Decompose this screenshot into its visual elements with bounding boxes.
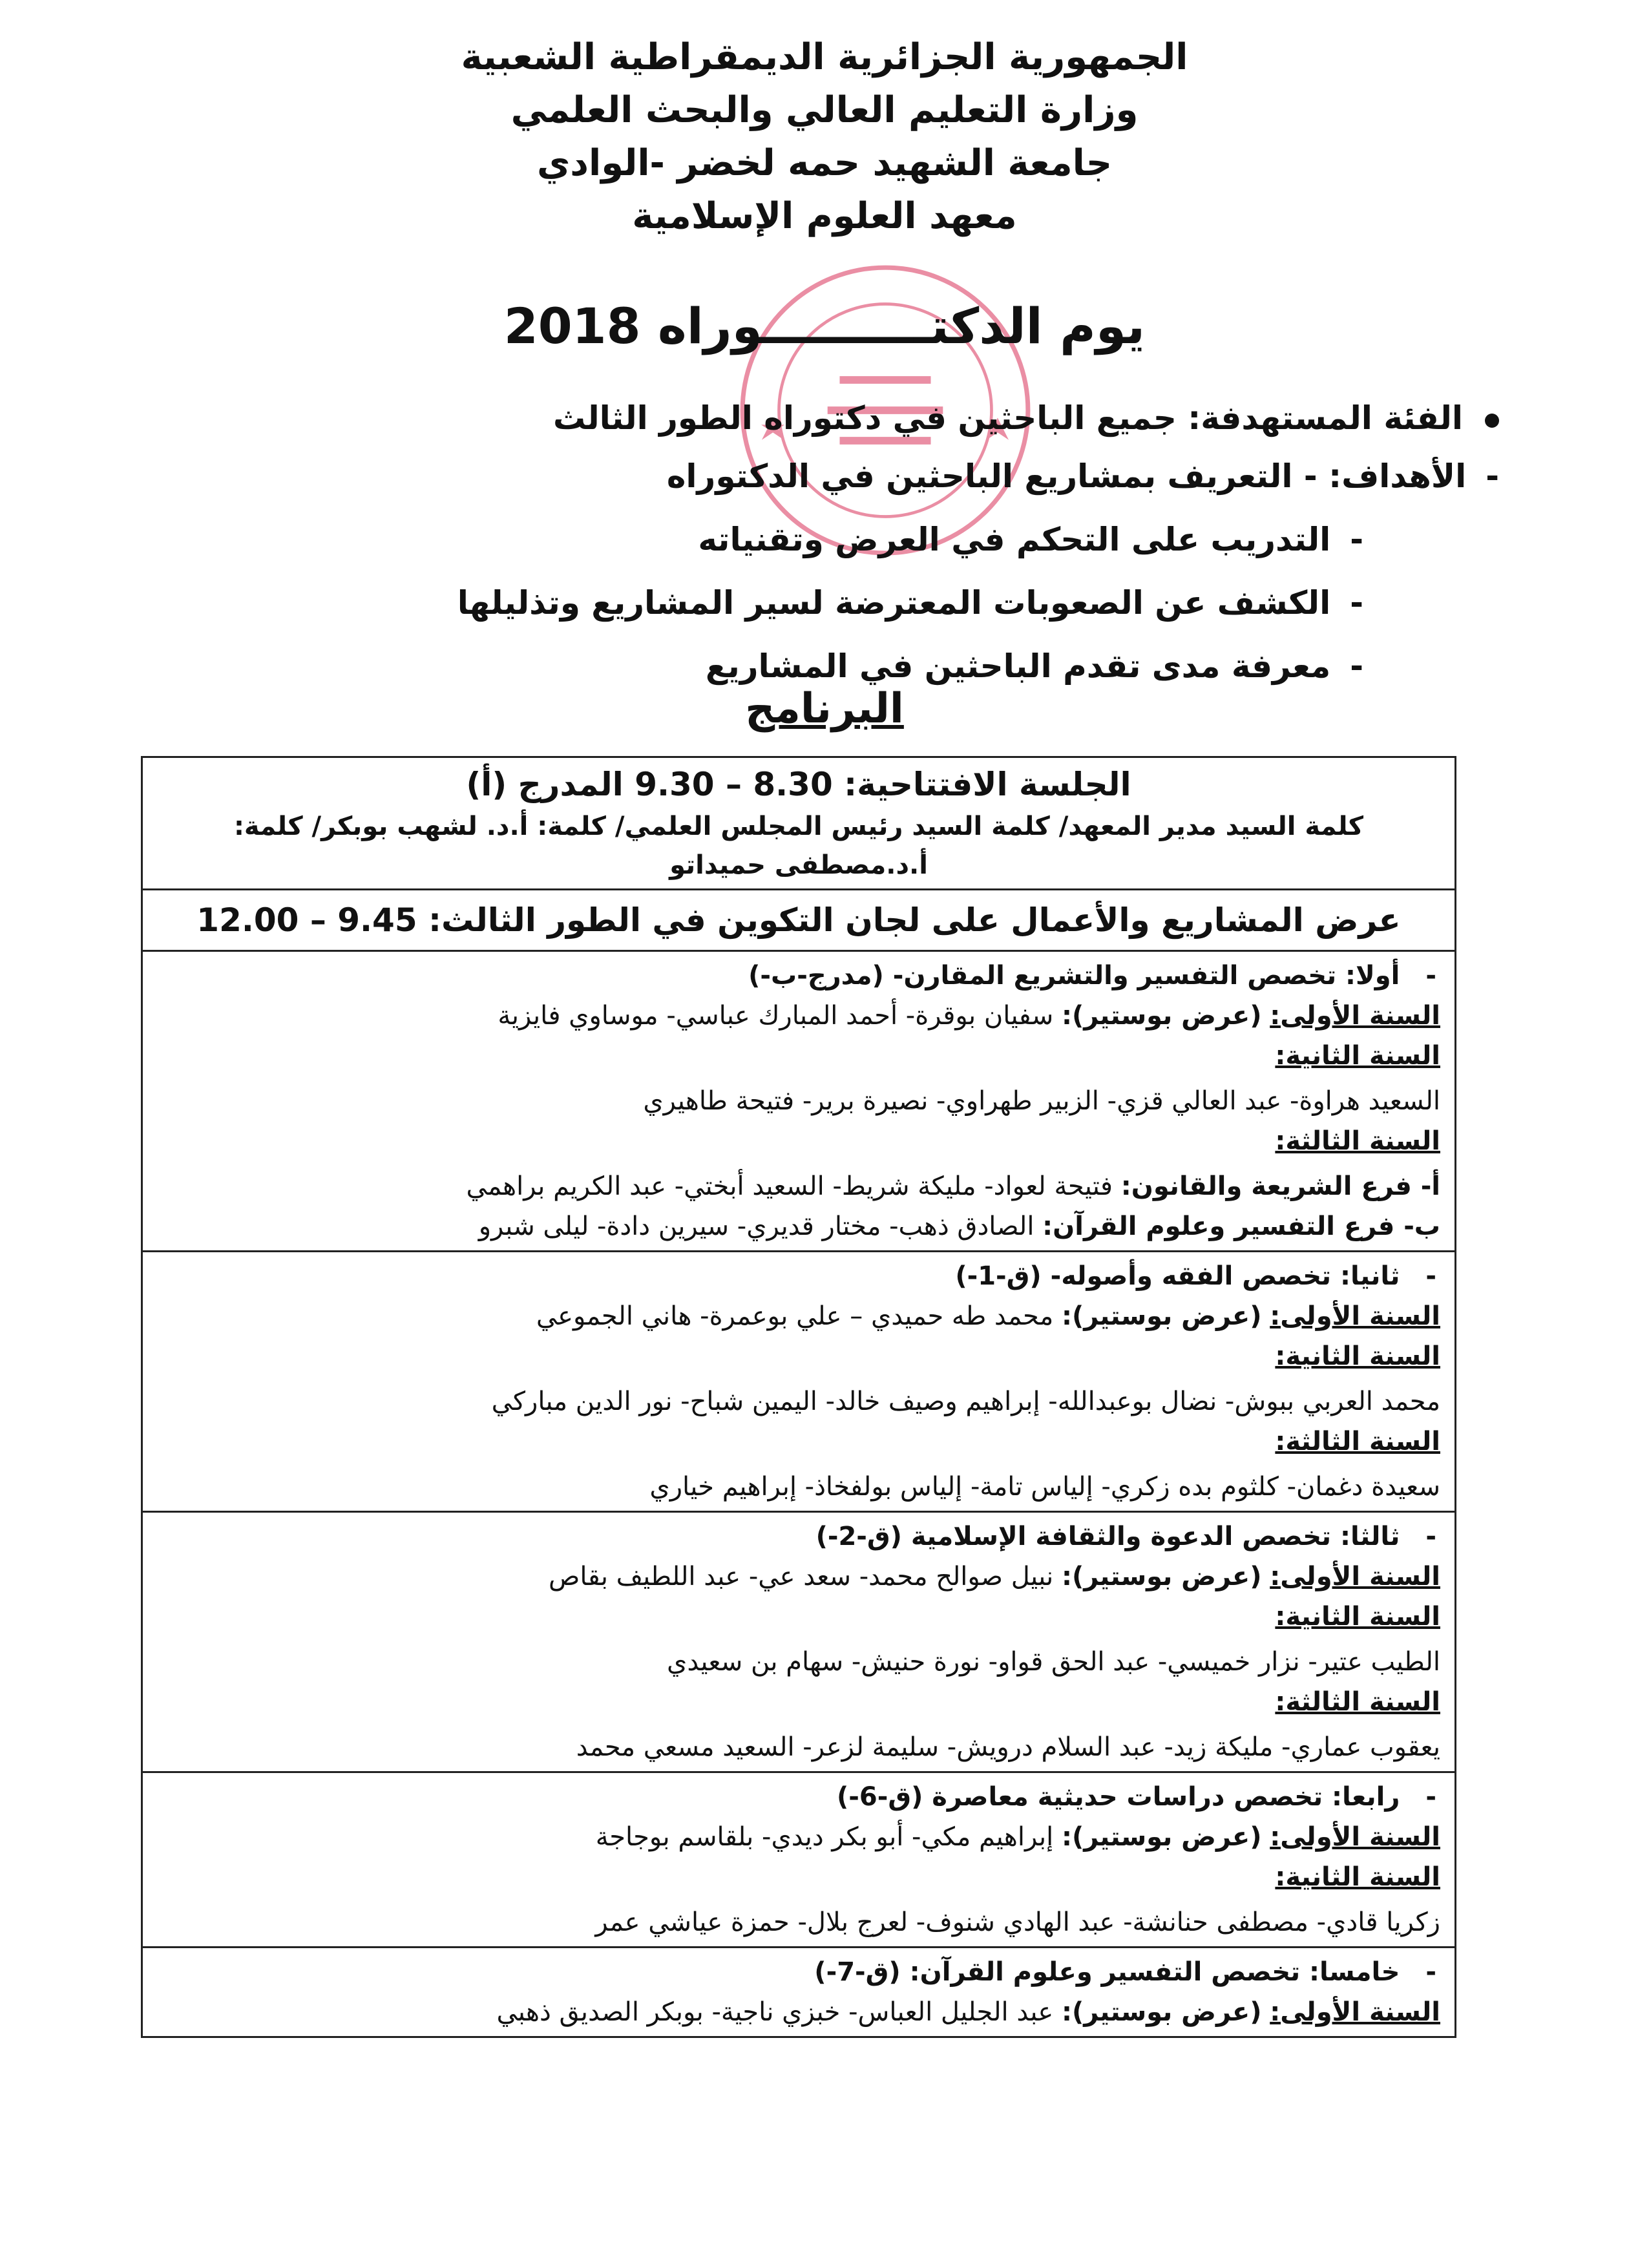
- first-year-row: السنة الأولى: (عرض بوستير): إبراهيم مكي- أبو بكر ديدي- بلقاسم بوجاجة: [595, 1822, 1440, 1852]
- second-year-label: السنة الثانية:: [1275, 1341, 1440, 1371]
- display-session-cell: [143, 890, 1455, 952]
- goal-3: الكشف عن الصعوبات المعترضة لسير المشاريع وتذليلها: [457, 584, 1331, 622]
- second-year-names: الطيب عتير- نزار خميسي- عبد الحق قواو- نورة حنيش- سهام بن سعيدي: [667, 1647, 1440, 1677]
- third-year-label: السنة الثالثة:: [1275, 1126, 1440, 1156]
- dash-marker: -: [1350, 584, 1363, 622]
- section-title: -ثانيا: تخصص الفقه وأصوله- (ق-1-): [955, 1261, 1436, 1291]
- third-year-names: يعقوب عماري- مليكة زيد- عبد السلام درويش- سليمة لزعر- السعيد مسعي محمد: [576, 1732, 1440, 1762]
- section-4-cell: [143, 1773, 1455, 1948]
- goal-1: - التعريف بمشاريع الباحثين في الدكتوراه: [666, 457, 1318, 495]
- section-2-cell: [143, 1252, 1455, 1513]
- dash-marker: -: [1486, 457, 1499, 495]
- section-3-cell: [143, 1513, 1455, 1773]
- section-1-cell: [143, 952, 1455, 1252]
- second-year-names: محمد العربي ببوش- نضال بوعبدالله- إبراهيم وصيف خالد- اليمين شباح- نور الدين مباركي: [491, 1387, 1440, 1416]
- first-year-row: السنة الأولى: (عرض بوستير): نبيل صوالح محمد- سعد عي- عبد اللطيف بقاص: [549, 1562, 1440, 1591]
- section-title: -أولا: تخصص التفسير والتشريع المقارن- (مدرج-ب-): [748, 961, 1436, 991]
- opening-session-title: الجلسة الافتتاحية: 8.30 – 9.30 المدرج (أ): [466, 766, 1131, 803]
- dash-marker: -: [1350, 521, 1363, 558]
- header-institute: معهد العلوم الإسلامية: [632, 195, 1017, 237]
- goal-2: التدريب على التحكم في العرض وتقنياته: [698, 521, 1331, 558]
- goals-label: الأهداف:: [1329, 457, 1467, 495]
- second-year-names: السعيد هراوة- عبد العالي قزي- الزبير طهراوي- نصيرة برير- فتيحة طاهيري: [643, 1086, 1440, 1116]
- target-audience: [553, 399, 1499, 437]
- bullet-icon: [1485, 414, 1499, 428]
- third-year-names: سعيدة دغمان- كلثوم بده زكري- إلياس تامة- إلياس بولفخاذ- إبراهيم خياري: [649, 1472, 1440, 1502]
- header-university: جامعة الشهيد حمه لخضر -الوادي: [536, 142, 1113, 184]
- first-year-row: السنة الأولى: (عرض بوستير): عبد الجليل العباس- خبزي ناجية- بوبكر الصديق ذهبي: [496, 1997, 1440, 2027]
- opening-speakers: كلمة السيد مدير المعهد/ كلمة السيد رئيس المجلس العلمي/ كلمة: أ.د. لشهب بوبكر/ كلمة: أ.د.مصطفى حميداتو: [233, 812, 1364, 880]
- branch-a-row: أ- فرع الشريعة والقانون: فتيحة لعواد- مليكة شريط- السعيد أبختي- عبد الكريم براهمي: [466, 1171, 1440, 1201]
- second-year-label: السنة الثانية:: [1275, 1041, 1440, 1071]
- goal-4: معرفة مدى تقدم الباحثين في المشاريع: [705, 647, 1331, 685]
- goal-4-row: [706, 647, 1363, 685]
- page-title: يوم الدكتــــــــــوراه 2018: [503, 297, 1146, 355]
- second-year-label: السنة الثانية:: [1275, 1602, 1440, 1632]
- dash-marker: -: [1350, 647, 1363, 685]
- section-title: -ثالثا: تخصص الدعوة والثقافة الإسلامية (ق-2-): [815, 1522, 1436, 1551]
- header-country: الجمهورية الجزائرية الديمقراطية الشعبية: [461, 36, 1188, 78]
- opening-session-cell: [143, 758, 1455, 890]
- section-title: -رابعا: تخصص دراسات حديثية معاصرة (ق-6-): [837, 1782, 1436, 1812]
- third-year-label: السنة الثالثة:: [1275, 1427, 1440, 1456]
- section-5-cell: [143, 1948, 1455, 2036]
- section-title: -خامسا: تخصص التفسير وعلوم القرآن: (ق-7-): [814, 1957, 1436, 1987]
- goal-2-row: [698, 521, 1363, 558]
- display-session-title: عرض المشاريع والأعمال على لجان التكوين في الطور الثالث: 9.45 – 12.00: [196, 901, 1401, 939]
- third-year-label: السنة الثالثة:: [1275, 1687, 1440, 1717]
- branch-b-row: ب- فرع التفسير وعلوم القرآن: الصادق ذهب- مختار قديري- سيرين دادة- ليلى شبرو: [478, 1212, 1440, 1241]
- goal-3-row: [457, 584, 1363, 622]
- target-value: جميع الباحثين في دكتوراه الطور الثالث: [552, 399, 1177, 437]
- program-title: البرنامج: [745, 685, 904, 733]
- program-table: [141, 756, 1456, 2038]
- target-label: الفئة المستهدفة:: [1188, 399, 1463, 437]
- first-year-row: السنة الأولى: (عرض بوستير): محمد طه حميدي – علي بوعمرة- هاني الجموعي: [536, 1301, 1440, 1331]
- header-ministry: وزارة التعليم العالي والبحث العلمي: [510, 89, 1139, 131]
- goals-row: [667, 457, 1499, 495]
- second-year-label: السنة الثانية:: [1275, 1862, 1440, 1892]
- document-header: [0, 31, 1649, 243]
- second-year-names: زكريا قادي- مصطفى حنانشة- عبد الهادي شنوف- لعرج بلال- حمزة عياشي عمر: [595, 1907, 1440, 1937]
- first-year-row: السنة الأولى: (عرض بوستير): سفيان بوقرة- أحمد المبارك عباسي- موساوي فايزية: [498, 1001, 1440, 1031]
